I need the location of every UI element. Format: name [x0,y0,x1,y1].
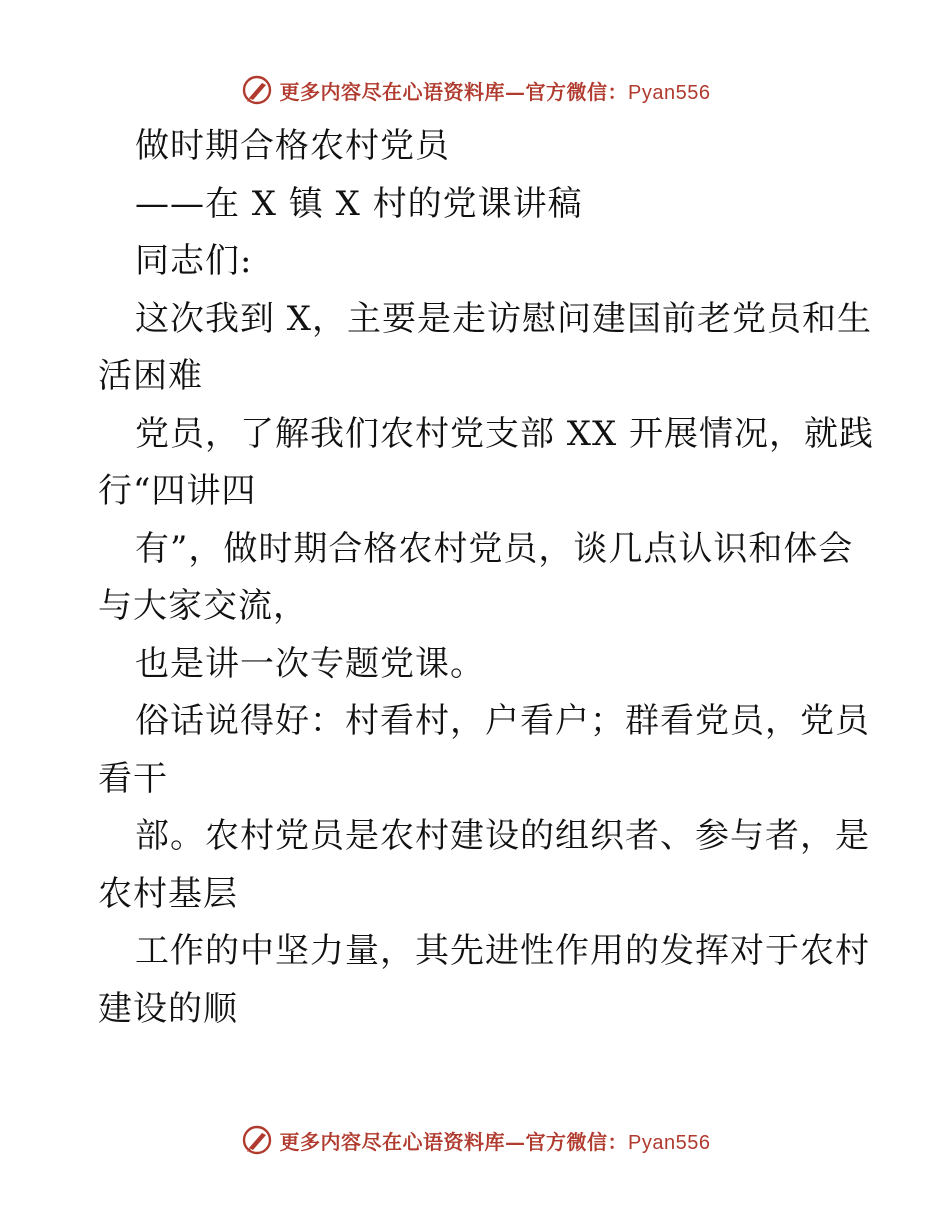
text-line: 看干 [98,758,168,799]
text-line: 行“四讲四 [98,471,257,511]
text-line: 这次我到 X，主要是走访慰问建国前老党员和生 [135,298,873,339]
pen-logo-icon [240,1123,274,1157]
footer-watermark [0,1120,950,1160]
text-line: 活困难 [98,356,203,396]
text-line: 也是讲一次专题党课。 [135,643,485,684]
text-line: 建设的顺 [98,988,238,1029]
pen-logo-icon [240,73,274,107]
text-line: ——在 X 镇 X 村的党课讲稿 [135,183,583,224]
text-line: 俗话说得好：村看村，户看户；群看党员，党员 [135,701,870,741]
watermark-text: 更多内容尽在心语资料库—官方微信：Pyan556 [279,79,711,104]
text-line: 同志们: [135,241,253,281]
watermark-handle: Pyan556 [628,81,711,104]
header-watermark [0,70,950,110]
text-line: 做时期合格农村党员 [135,126,450,166]
text-line: 部。农村党员是农村建设的组织者、参与者，是 [135,816,870,856]
text-line: 与大家交流， [98,586,308,626]
text-line: 工作的中坚力量，其先进性作用的发挥对于农村 [135,931,870,971]
watermark-text: 更多内容尽在心语资料库—官方微信：Pyan556 [279,1129,711,1154]
watermark-handle: Pyan556 [628,1131,711,1154]
text-line: 党员，了解我们农村党支部 XX 开展情况，就践 [135,413,875,454]
text-line: 农村基层 [98,873,238,914]
document-body [98,118,875,1038]
text-line: 有”，做时期合格农村党员，谈几点认识和体会 [135,528,854,569]
